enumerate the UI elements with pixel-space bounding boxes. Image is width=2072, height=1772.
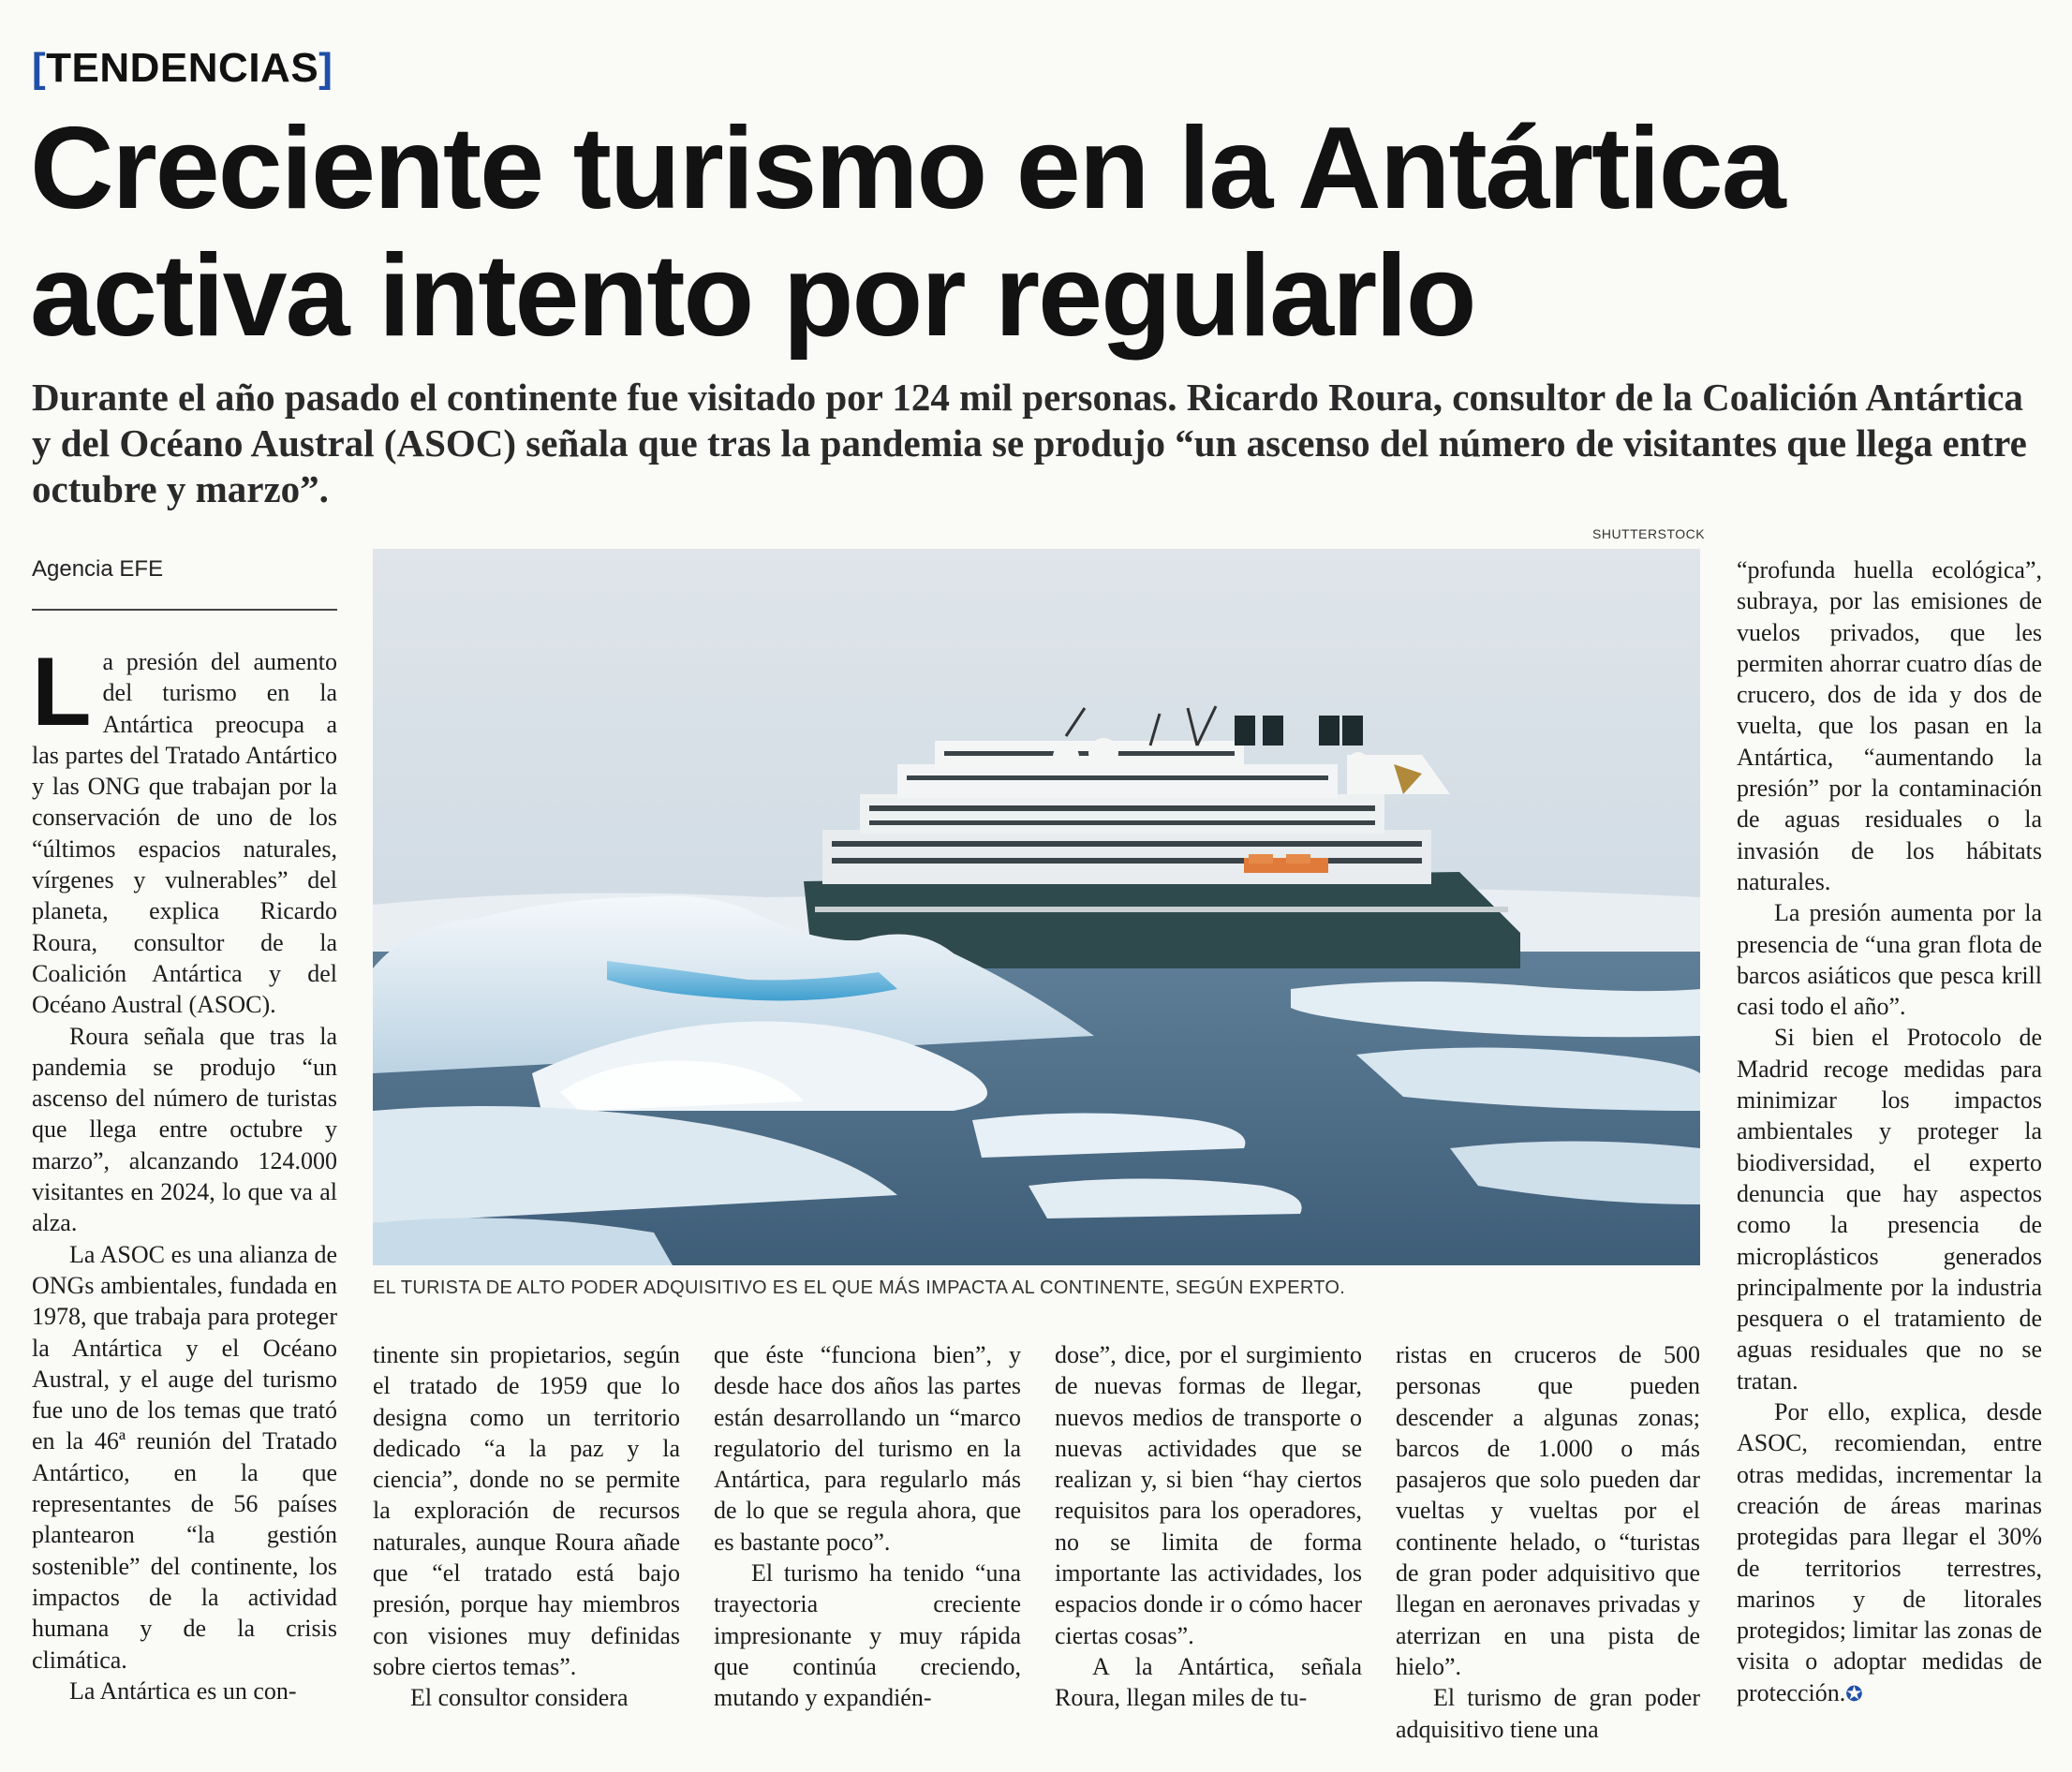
article-paragraph: Por ello, explica, desde ASOC, recomiendan, entre otras medidas, incrementar la creación de áreas marinas protegidas para llegar el 30% de territorios terrestres, marinos y de litorales protegidos; limitar las zonas de visita o adoptar medidas de protección.✪	[1737, 1398, 2042, 1706]
article-paragraph: “profunda huella ecológica”, subraya, por las emisiones de vuelos privados, que les permiten ahorrar cuatro días de crucero, dos de ida y dos de vuelta, que los pasan en la Antártica, “aumentando la presión” por la contaminación de aguas residuales o la invasión de los hábitats naturales.	[1737, 556, 2042, 895]
ship-in-ice-illustration	[373, 549, 1700, 1265]
article-column-4	[1055, 1339, 1362, 1714]
section-tag	[32, 45, 333, 92]
article-column-5	[1396, 1339, 1700, 1745]
standfirst: Durante el año pasado el continente fue visitado por 124 mil personas. Ricardo Roura, consultor de la Coalición Antártica y del Océano Austral (ASOC) señala que tras la pandemia se produjo “un ascenso del número de visitantes que llega entre octubre y marzo”.	[32, 376, 2027, 510]
article-paragraph: El turismo ha tenido “una trayectoria creciente impresionante y muy rápida que continúa creciendo, mutando y expandién-	[714, 1559, 1021, 1712]
article-paragraph: tinente sin propietarios, según el tratado de 1959 que lo designa como un territorio dedicado “a la paz y la ciencia”, donde no se permite la exploración de recursos naturales, aunque Roura añade que “el tratado está bajo presión, porque hay miembros con visiones muy definidas sobre ciertos temas”.	[373, 1341, 680, 1680]
article-paragraph: La Antártica es un con-	[69, 1676, 297, 1705]
section-label: TENDENCIAS	[46, 45, 319, 91]
photo-credit: SHUTTERSTOCK	[1592, 526, 1706, 541]
headline: Creciente turismo en la Antártica activa intento por regularlo	[30, 104, 1784, 361]
article-paragraph: ristas en cruceros de 500 personas que pueden descender a algunas zonas; barcos de 1.000 o más pasajeros que solo pueden dar vueltas y vueltas por el continente helado, o “turistas de gran poder adquisitivo que llegan en aeronaves privadas y aterrizan en una pista de hielo”.	[1396, 1341, 1700, 1680]
section-bracket-close: ]	[318, 45, 333, 91]
end-mark-icon: ✪	[1845, 1681, 1863, 1706]
photo-caption: EL TURISTA DE ALTO PODER ADQUISITIVO ES EL QUE MÁS IMPACTA AL CONTINENTE, SEGÚN EXPERTO.	[373, 1277, 1346, 1298]
article-paragraph: La presión del aumento del turismo en la Antártica preocupa a las partes del Tratado Antártico y las ONG que trabajan por la conservación de uno de los “últimos espacios naturales, vírgenes y vulnerables” del planeta, explica Ricardo Roura, consultor de la Coalición Antártica y del Océano Austral (ASOC).	[32, 638, 337, 1019]
byline-divider	[32, 609, 337, 611]
article-paragraph: dose”, dice, por el surgimiento de nuevas formas de llegar, nuevos medios de transporte o nuevas actividades que se realizan y, si bien “hay ciertos requisitos para los operadores, no se limita de forma importante las actividades, los espacios donde ir o cómo hacer ciertas cosas”.	[1055, 1341, 1362, 1649]
article-paragraph: El consultor considera	[410, 1684, 629, 1712]
article-paragraph: Si bien el Protocolo de Madrid recoge medidas para minimizar los impactos ambientales y proteger la biodiversidad, el experto denuncia que hay aspectos como la presencia de microplásticos generados principalmente por la industria pesquera o el tratamiento de aguas residuales que no se tratan.	[1737, 1024, 2042, 1395]
article-column-2	[373, 1339, 680, 1714]
article-column-3	[714, 1339, 1021, 1714]
article-paragraph: La presión aumenta por la presencia de “una gran flota de barcos asiáticos que pesca krill casi todo el año”.	[1737, 899, 2042, 1021]
article-paragraph: La ASOC es una alianza de ONGs ambientales, fundada en 1978, que trabaja para proteger la Antártica y el Océano Austral, y el auge del turismo fue uno de los temas que trató en la 46ª reunión del Tratado Antártico, en la que representantes de 56 países plantearon “la gestión sostenible” del continente, los impactos de la actividad humana y de la crisis climática.	[32, 1240, 337, 1674]
article-paragraph: Roura señala que tras la pandemia se produjo “un ascenso del número de turistas que llega entre octubre y marzo”, alcanzando 124.000 visitantes en 2024, lo que va al alza.	[32, 1022, 337, 1237]
article-photo	[373, 549, 1700, 1265]
article-paragraph: El turismo de gran poder adquisitivo tiene una	[1396, 1684, 1700, 1743]
byline: Agencia EFE	[32, 556, 164, 582]
section-bracket-open: [	[32, 45, 47, 91]
article-column-1	[32, 638, 337, 1706]
article-paragraph: que éste “funciona bien”, y desde hace dos años las partes están desarrollando un “marco regulatorio del turismo en la Antártica, para regularlo más de lo que se regula ahora, que es bastante poco”.	[714, 1341, 1021, 1556]
article-paragraph: A la Antártica, señala Roura, llegan miles de tu-	[1055, 1652, 1362, 1712]
article-column-6	[1737, 554, 2042, 1709]
drop-cap: L	[32, 638, 92, 746]
